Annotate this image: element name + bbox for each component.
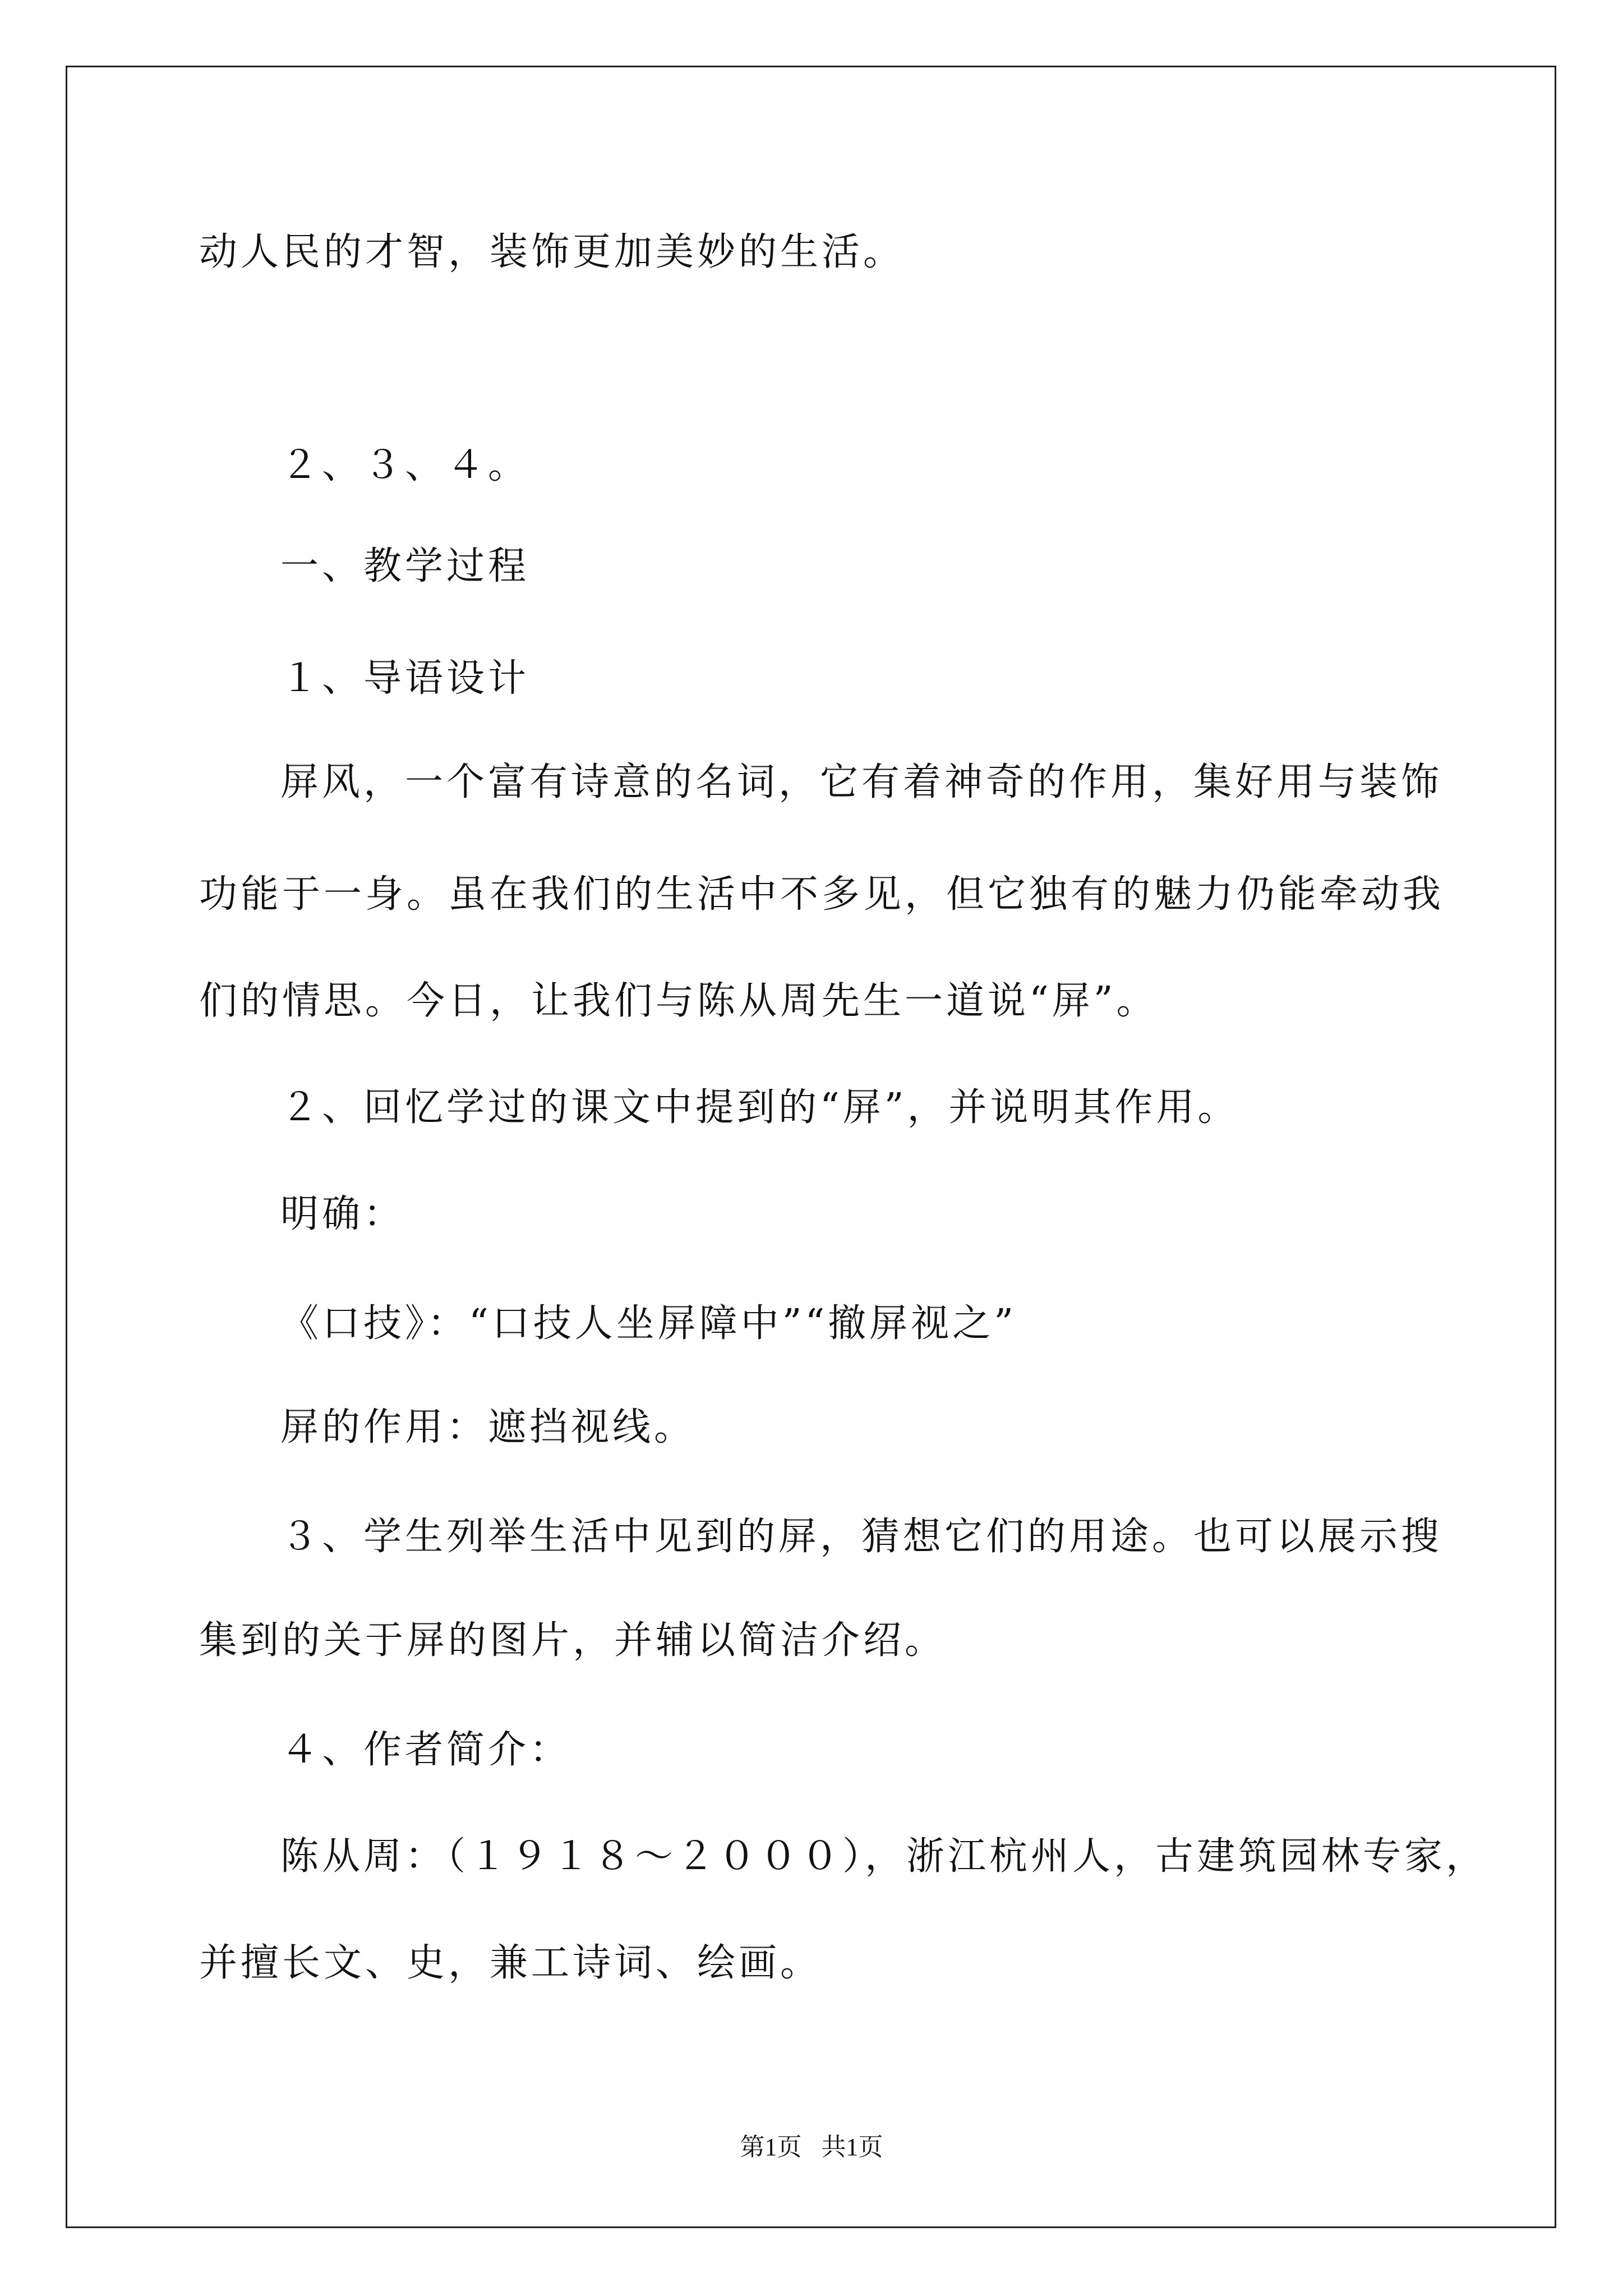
section-heading: 一、教学过程 bbox=[280, 544, 530, 588]
subsection-heading: ４、作者简介： bbox=[280, 1728, 571, 1772]
paragraph-line: 陈从周：（１９１８～２０００），浙江杭州人，古建筑园林专家， bbox=[280, 1834, 1488, 1879]
paragraph-line: 《口技》：“口技人坐屏障中”“撤屏视之” bbox=[280, 1301, 1017, 1346]
paragraph-line: 们的情思。今日，让我们与陈从周先生一道说“屏”。 bbox=[199, 979, 1158, 1023]
paragraph-line: 动人民的才智，装饰更加美妙的生活。 bbox=[199, 230, 905, 274]
paragraph-line: 集到的关于屏的图片，并辅以简洁介绍。 bbox=[199, 1618, 947, 1663]
paragraph-line: 屏风，一个富有诗意的名词，它有着神奇的作用，集好用与装饰 bbox=[280, 760, 1443, 804]
paragraph-line: 明确： bbox=[280, 1192, 405, 1236]
paragraph-line: ２、回忆学过的课文中提到的“屏”，并说明其作用。 bbox=[280, 1085, 1239, 1130]
paragraph-line: ３、学生列举生活中见到的屏，猜想它们的用途。也可以展示搜 bbox=[280, 1515, 1443, 1559]
paragraph-line: 功能于一身。虽在我们的生活中不多见，但它独有的魅力仍能牵动我 bbox=[199, 872, 1445, 917]
paragraph-line: ２、３、４。 bbox=[280, 443, 530, 487]
page-footer bbox=[0, 2132, 1623, 2163]
subsection-heading: １、导语设计 bbox=[280, 656, 530, 701]
page-number: 第1页 bbox=[740, 2133, 802, 2161]
paragraph-line: 并擅长文、史，兼工诗词、绘画。 bbox=[199, 1941, 822, 1985]
page-frame bbox=[66, 66, 1556, 2228]
page-total: 共1页 bbox=[821, 2133, 883, 2161]
paragraph-line: 屏的作用：遮挡视线。 bbox=[280, 1405, 696, 1450]
